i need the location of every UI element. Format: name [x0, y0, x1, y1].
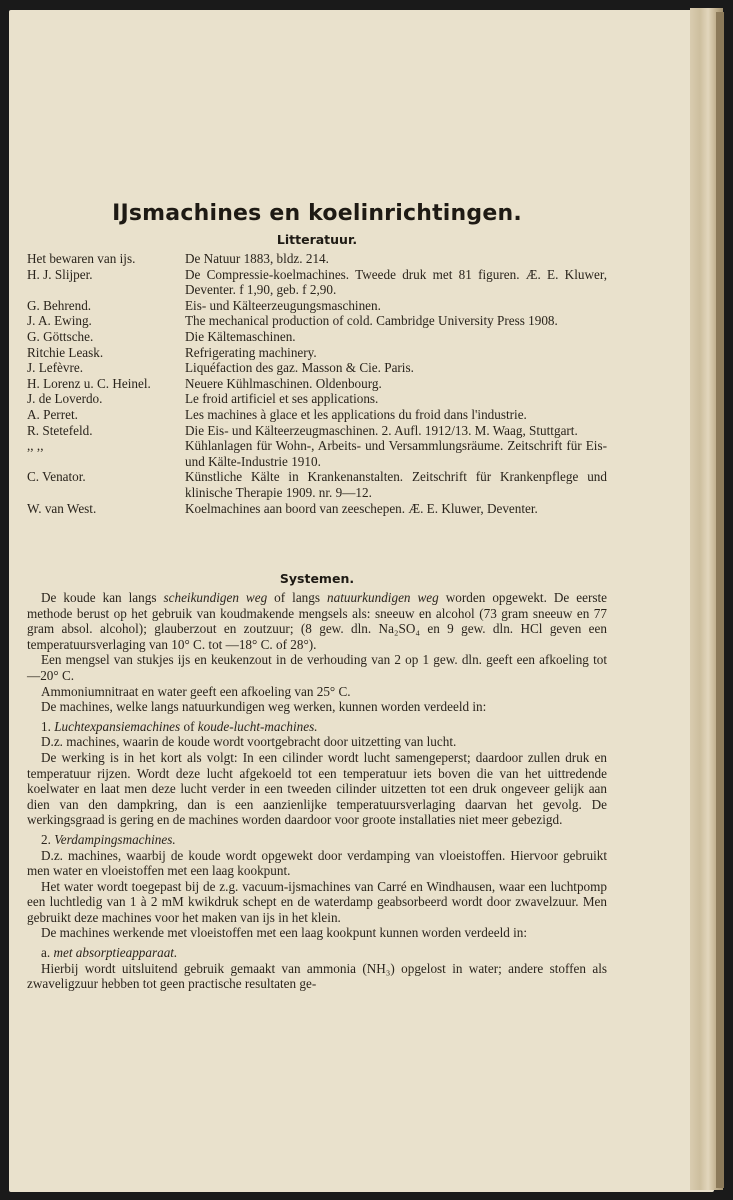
literature-reference: Künstliche Kälte in Krankenanstalten. Zeitschrift für Krankenpflege und klinische Therapie 1909. nr. 9—12.: [185, 469, 607, 500]
paragraph: De werking is in het kort als volgt: In een cilinder wordt lucht samengeperst; daardoor zullen druk en temperatuur rijzen. Wordt deze lucht afgekoeld tot een temperatuur iets boven die van het uittredende koelwater en laat men deze lucht verder in een tweeden cilinder uitzetten tot een druk ongeveer gelijk aan dien van den dampkring, dan is een aanzienlijke temperatuursverlaging daarvan het gevolg. De werkingsgraad is gering en de machines worden daardoor voor groote installaties niet meer gebezigd.: [27, 749, 607, 828]
literature-author: C. Venator.: [27, 469, 86, 485]
italic-text: natuurkundigen weg: [327, 590, 439, 605]
italic-text: met absorptieapparaat.: [53, 945, 178, 961]
literature-entry: [27, 501, 607, 517]
literature-entry: [27, 376, 607, 392]
italic-text: scheikundigen weg: [163, 590, 268, 605]
paragraph: Een mengsel van stukjes ijs en keukenzout in de verhouding van 2 op 1 gew. dln. geeft een afkoeling tot —20° C.: [27, 652, 607, 683]
section-1-heading: [27, 719, 607, 735]
text: of langs: [267, 590, 327, 605]
paragraph: De machines werkende met vloeistoffen met een laag kookpunt kunnen worden verdeeld in:: [41, 925, 528, 941]
literature-reference: Neuere Kühlmaschinen. Oldenbourg.: [185, 375, 382, 391]
section-number: 2.: [41, 831, 55, 847]
italic-text: Luchtexpansiemachines: [54, 718, 181, 734]
literature-reference: Le froid artificiel et ses applications.: [185, 391, 379, 407]
literature-reference: Die Eis- und Kälteerzeugmaschinen. 2. Aufl. 1912/13. M. Waag, Stuttgart.: [185, 422, 578, 438]
literature-reference: Liquéfaction des gaz. Masson & Cie. Paris.: [185, 360, 414, 376]
literature-author: W. van West.: [27, 500, 97, 516]
systems-body: [27, 590, 607, 992]
literature-entry: [27, 469, 607, 500]
literature-author: Het bewaren van ijs.: [27, 251, 136, 266]
section-number: a.: [41, 945, 54, 961]
page: [9, 10, 714, 1192]
literature-author: ,, ,,: [27, 438, 44, 454]
literature-entry: [27, 298, 607, 314]
italic-text: Verdampingsmachines.: [54, 831, 176, 847]
section-2-heading: [27, 832, 607, 848]
italic-text: koude-lucht-machines.: [197, 718, 318, 734]
literature-entry: [27, 267, 607, 298]
literature-entry: [27, 407, 607, 423]
literature-list: [27, 251, 607, 516]
literature-entry: [27, 313, 607, 329]
literature-heading: Litteratuur.: [276, 232, 358, 247]
paragraph: D.z. machines, waarbij de koude wordt opgewekt door verdamping van vloeistoffen. Hiervoor gebruikt men water en vloeistoffen met een laag kookpunt.: [27, 847, 607, 879]
literature-reference: De Natuur 1883, bldz. 214.: [185, 251, 329, 266]
literature-author: H. J. Slijper.: [27, 266, 93, 282]
literature-entry: [27, 438, 607, 469]
literature-entry: [27, 329, 607, 345]
section-a-heading: [27, 945, 607, 961]
literature-author: J. de Loverdo.: [27, 391, 103, 407]
literature-reference: Koelmachines aan boord van zeeschepen. Æ. E. Kluwer, Deventer.: [185, 500, 538, 516]
literature-entry: [27, 251, 607, 267]
literature-reference: Refrigerating machinery.: [185, 344, 317, 360]
literature-author: J. A. Ewing.: [27, 313, 92, 329]
literature-entry: [27, 360, 607, 376]
literature-reference: Les machines à glace et les applications du froid dans l'industrie.: [185, 406, 527, 422]
literature-reference: Kühlanlagen für Wohn-, Arbeits- und Versammlungsräume. Zeitschrift für Eis- und Kälte-Industrie 1910.: [185, 438, 607, 469]
text: of: [180, 718, 198, 734]
literature-entry: [27, 423, 607, 439]
section-number: 1.: [41, 718, 55, 734]
text: De koude kan langs: [41, 590, 164, 605]
binding-edge: [716, 12, 724, 1188]
paragraph: Het water wordt toegepast bij de z.g. vacuum-ijsmachines van Carré en Windhausen, waar een luchtpomp een luchtledig van 1 à 2 mM kwikdruk schept en de waterdamp geabsorbeerd wordt door zwavelzuur. Men gebruikt deze machines voor het maken van ijs in het klein.: [27, 878, 607, 925]
literature-reference: Die Kältemaschinen.: [185, 328, 296, 344]
systems-heading: Systemen.: [279, 571, 355, 586]
literature-reference: The mechanical production of cold. Cambridge University Press 1908.: [185, 313, 558, 329]
literature-reference: Eis- und Kälteerzeugungsmaschinen.: [185, 297, 381, 313]
paragraph: D.z. machines, waarin de koude wordt voortgebracht door uitzetting van lucht.: [41, 734, 457, 750]
literature-author: R. Stetefeld.: [27, 422, 93, 438]
text: worden opgewekt. De eerste methode berust op het gebruik van koudmakende mengsels als: sneeuw en alcohol (73 gram sneeuw en 77 gram absol. alcohol); glauberzout en zoutzuur; (8 gew. dln. Na₂SO₄ en 9 gew. dln. HCl geven een temperatuursverlaging van 10° C. tot —18° C. of 28°).: [27, 590, 608, 652]
literature-entry: [27, 391, 607, 407]
paragraph: [27, 590, 607, 652]
literature-author: A. Perret.: [27, 406, 78, 422]
literature-author: H. Lorenz u. C. Heinel.: [27, 375, 151, 391]
literature-reference: De Compressie-koelmachines. Tweede druk met 81 figuren. Æ. E. Kluwer, Deventer. f 1,90, geb. f 2,90.: [185, 266, 607, 298]
literature-entry: [27, 345, 607, 361]
page-title: IJsmachines en koelinrichtingen.: [112, 201, 522, 226]
literature-author: Ritchie Leask.: [27, 344, 104, 360]
literature-author: J. Lefèvre.: [27, 360, 84, 376]
literature-author: G. Göttsche.: [27, 328, 94, 344]
paragraph: Hierbij wordt uitsluitend gebruik gemaakt van ammonia (NH₃) opgelost in water; andere stoffen als zwaveligzuur hebben tot geen practische resultaten ge-: [27, 960, 607, 992]
literature-author: G. Behrend.: [27, 297, 92, 313]
paragraph: De machines, welke langs natuurkundigen weg werken, kunnen worden verdeeld in:: [41, 699, 487, 715]
paragraph: Ammoniumnitraat en water geeft een afkoeling van 25° C.: [41, 683, 351, 699]
